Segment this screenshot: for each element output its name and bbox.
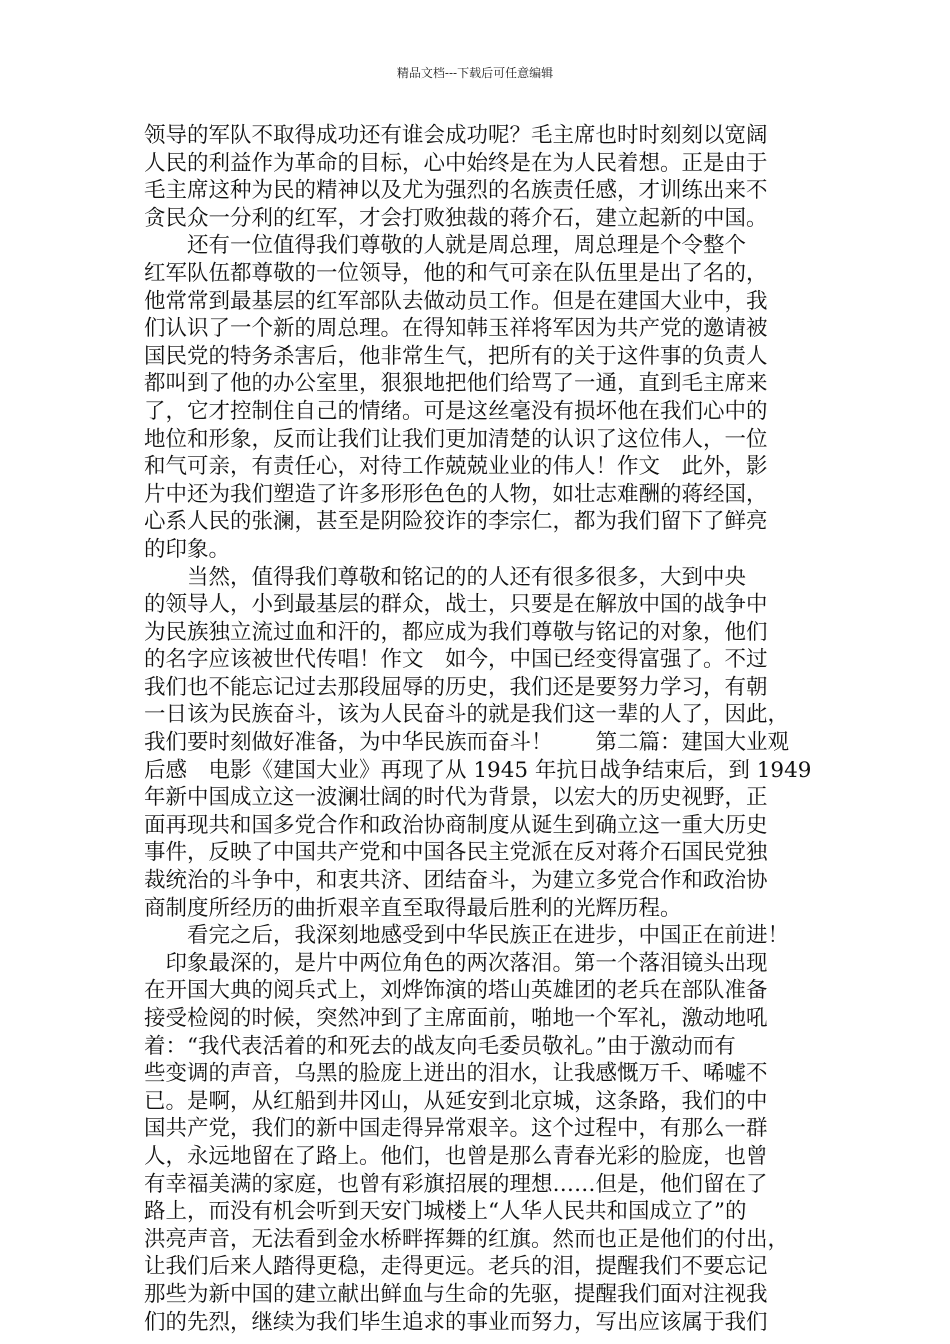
body-line: 当然，值得我们尊敬和铭记的的人还有很多很多，大到中央 — [144, 564, 747, 590]
body-line: 心系人民的张澜，甚至是阴险狡诈的李宗仁，都为我们留下了鲜亮 — [144, 509, 768, 535]
body-line: 事件，反映了中国共产党和中国各民主党派在反对蒋介石国民党独 — [144, 840, 768, 866]
body-line: 裁统治的斗争中，和衷共济、团结奋斗，为建立多党合作和政治协 — [144, 868, 768, 894]
body-line: 贪民众一分利的红军，才会打败独裁的蒋介石，建立起新的中国。 — [144, 205, 768, 231]
body-line: 还有一位值得我们尊敬的人就是周总理，周总理是个令整个 — [144, 233, 747, 259]
body-line: 年新中国成立这一波澜壮阔的时代为背景，以宏大的历史视野，正 — [144, 785, 768, 811]
body-line: 红军队伍都尊敬的一位领导，他的和气可亲在队伍里是出了名的， — [144, 260, 768, 286]
body-line: 一日该为民族奋斗，该为人民奋斗的就是我们这一辈的人了，因此， — [144, 702, 790, 728]
body-line: 已。是啊，从红船到井冈山，从延安到北京城，这条路，我们的中 — [144, 1088, 768, 1114]
body-line: 路上，而没有机会听到天安门城楼上“人华人民共和国成立了”的 — [144, 1199, 747, 1225]
body-line: 那些为新中国的建立献出鲜血与生命的先驱，提醒我们面对注视我 — [144, 1281, 768, 1307]
body-line: 领导的军队不取得成功还有谁会成功呢？毛主席也时时刻刻以宽阔 — [144, 123, 768, 148]
body-line: 商制度所经历的曲折艰辛直至取得最后胜利的光辉历程。 — [144, 895, 682, 921]
page-header: 精品文档---下载后可任意编辑 — [396, 66, 554, 80]
body-line: 们认识了一个新的周总理。在得知韩玉祥将军因为共产党的邀请被 — [144, 316, 768, 342]
body-line: 着：“我代表活着的和死去的战友向毛委员敬礼。”由于激动而有 — [144, 1033, 736, 1059]
body-line: 有幸福美满的家庭，也曾有彩旗招展的理想……但是，他们留在了 — [144, 1171, 768, 1197]
body-line: 人民的利益作为革命的目标，心中始终是在为人民着想。正是由于 — [144, 150, 768, 176]
body-line: 了，它才控制住自己的情绪。可是这丝毫没有损坏他在我们心中的 — [144, 398, 768, 424]
body-line: 我们要时刻做好准备，为中华民族而奋斗！ 第二篇：建国大业观 — [144, 730, 790, 756]
body-line: 国共产党，我们的新中国走得异常艰辛。这个过程中，有那么一群 — [144, 1116, 768, 1142]
body-line: 洪亮声音，无法看到金水桥畔挥舞的红旗。然而也正是他们的付出， — [144, 1226, 790, 1252]
body-line: 些变调的声音，乌黑的脸庞上迸出的泪水，让我感慨万千、唏嘘不 — [144, 1061, 768, 1087]
body-line: 面再现共和国多党合作和政治协商制度从诞生到确立这一重大历史 — [144, 812, 768, 838]
body-line: 片中还为我们塑造了许多形形色色的人物，如壮志难酬的蒋经国， — [144, 481, 768, 507]
body-line: 让我们后来人踏得更稳，走得更远。老兵的泪，提醒我们不要忘记 — [144, 1254, 768, 1280]
body-line: 人，永远地留在了路上。他们，也曾是那么青春光彩的脸庞，也曾 — [144, 1143, 768, 1169]
body-line: 我们也不能忘记过去那段屈辱的历史，我们还是要努力学习，有朝 — [144, 674, 768, 700]
body-line: 看完之后，我深刻地感受到中华民族正在进步，中国正在前进！ — [144, 923, 790, 949]
body-line: 接受检阅的时候，突然冲到了主席面前，啪地一个军礼，激动地吼 — [144, 1006, 768, 1031]
body-line: 的领导人，小到最基层的群众，战士，只要是在解放中国的战争中 — [144, 592, 768, 618]
document-body — [144, 122, 820, 1336]
body-line: 在开国大典的阅兵式上，刘烨饰演的塔山英雄团的老兵在部队准备 — [144, 978, 768, 1004]
body-line: 地位和形象，反而让我们让我们更加清楚的认识了这位伟人，一位 — [144, 426, 768, 452]
body-line: 和气可亲，有责任心，对待工作兢兢业业的伟人！作文 此外，影 — [144, 454, 768, 480]
body-line: 都叫到了他的办公室里，狠狠地把他们给骂了一通，直到毛主席来 — [144, 371, 768, 397]
body-line: 为民族独立流过血和汗的，都应成为我们尊敬与铭记的对象，他们 — [144, 619, 768, 645]
body-line: 印象最深的，是片中两位角色的两次落泪。第一个落泪镜头出现 — [144, 950, 768, 976]
body-line: 毛主席这种为民的精神以及尤为强烈的名族责任感，才训练出来不 — [144, 178, 768, 204]
body-line: 后感 电影《建国大业》再现了从 1945 年抗日战争结束后，到 1949 — [144, 757, 812, 783]
body-line: 他常常到最基层的红军部队去做动员工作。但是在建国大业中，我 — [144, 288, 768, 314]
body-line: 们的先烈，继续为我们毕生追求的事业而努力，写出应该属于我们 — [144, 1309, 768, 1335]
body-line: 国民党的特务杀害后，他非常生气，把所有的关于这件事的负责人 — [144, 343, 768, 369]
body-line: 的印象。 — [144, 536, 231, 562]
body-line: 的名字应该被世代传唱！作文 如今，中国已经变得富强了。不过 — [144, 647, 768, 673]
